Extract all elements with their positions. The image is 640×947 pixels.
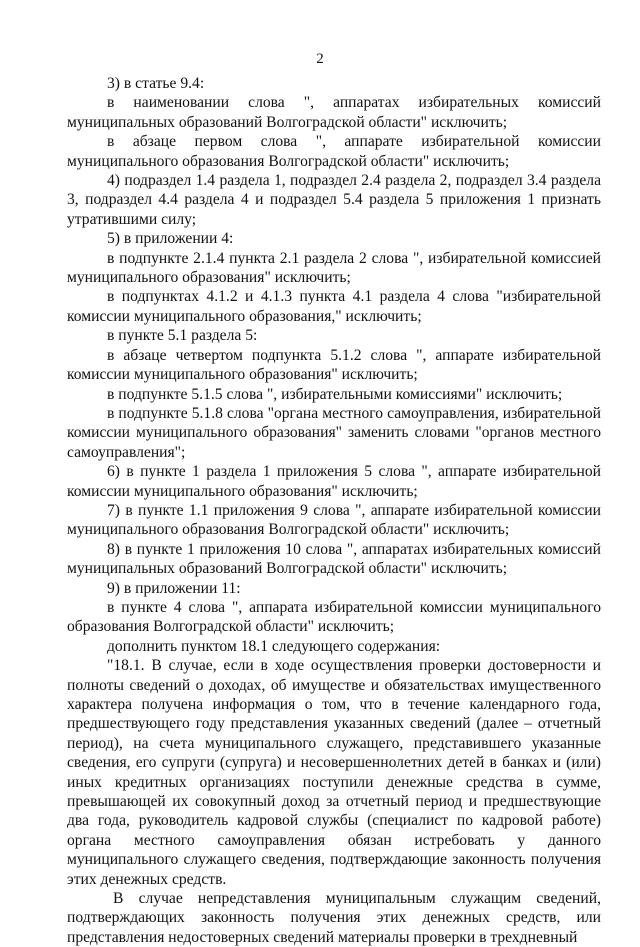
paragraph: 8) в пункте 1 приложения 10 слова ", аппаратах избирательных комиссий муниципальных образований Волгоградской области" исключить; [67,540,601,578]
paragraph: в пункте 5.1 раздела 5: [107,327,258,345]
document-body [67,74,601,947]
paragraph: дополнить пунктом 18.1 следующего содержания: [107,637,441,655]
paragraph: 5) в приложении 4: [107,230,234,248]
paragraph: в пункте 4 слова ", аппарата избирательной комиссии муниципального образования Волгоградской области" исключить; [67,598,601,636]
paragraph: в абзаце четвертом подпункта 5.1.2 слова ", аппарате избирательной комиссии муниципального образования" исключить; [67,346,601,384]
paragraph: "18.1. В случае, если в ходе осуществления проверки достоверности и полноты сведений о доходах, об имуществе и обязательствах имущественного характера получена информация о том, что в течение календарного года, предшествующего году представления указанных сведений (далее – отчетный период), на счета муниципального служащего, представившего указанные сведения, его супруги (супруга) и несовершеннолетних детей в банках и (или) иных кредитных организациях поступили денежные средства в сумме, превышающей их совокупный доход за отчетный период и предшествующие два года, руководитель кадровой службы (специалист по кадровой работе) органа местного самоуправления обязан истребовать у данного муниципального служащего сведения, подтверждающие законность получения этих денежных средств. [67,657,601,888]
paragraph: в подпункте 5.1.5 слова ", избирательными комиссиями" исключить; [107,385,563,403]
paragraph: в подпункте 2.1.4 пункта 2.1 раздела 2 слова ", избирательной комиссией муниципального образования" исключить; [67,249,601,287]
paragraph: 7) в пункте 1.1 приложения 9 слова ", аппарате избирательной комиссии муниципального образования Волгоградской области" исключить; [67,501,601,539]
paragraph: 9) в приложении 11: [107,579,241,597]
paragraph: В случае непредставления муниципальным служащим сведений, подтверждающих законность получения этих денежных средств, или представления недостоверных сведений материалы проверки в трехдневный [67,890,601,946]
paragraph: 4) подраздел 1.4 раздела 1, подраздел 2.4 раздела 2, подраздел 3.4 раздела 3, подраздел 4.4 раздела 4 и подраздел 5.4 раздела 5 приложения 1 признать утратившими силу; [67,172,601,228]
paragraph: в подпунктах 4.1.2 и 4.1.3 пункта 4.1 раздела 4 слова "избирательной комиссии муниципального образования," исключить; [67,288,601,325]
paragraph: 3) в статье 9.4: [107,75,205,92]
paragraph: 6) в пункте 1 раздела 1 приложения 5 слова ", аппарате избирательной комиссии муниципального образования" исключить; [67,463,601,500]
paragraph: в наименовании слова ", аппаратах избирательных комиссий муниципальных образований Волгоградской области" исключить; [67,94,601,131]
paragraph: в абзаце первом слова ", аппарате избирательной комиссии муниципального образования Волгоградской области" исключить; [67,133,601,170]
paragraph: в подпункте 5.1.8 слова "органа местного самоуправления, избирательной комиссии муниципального образования" заменить словами "органов местного самоуправления"; [67,404,601,461]
page-number: 2 [316,51,324,67]
